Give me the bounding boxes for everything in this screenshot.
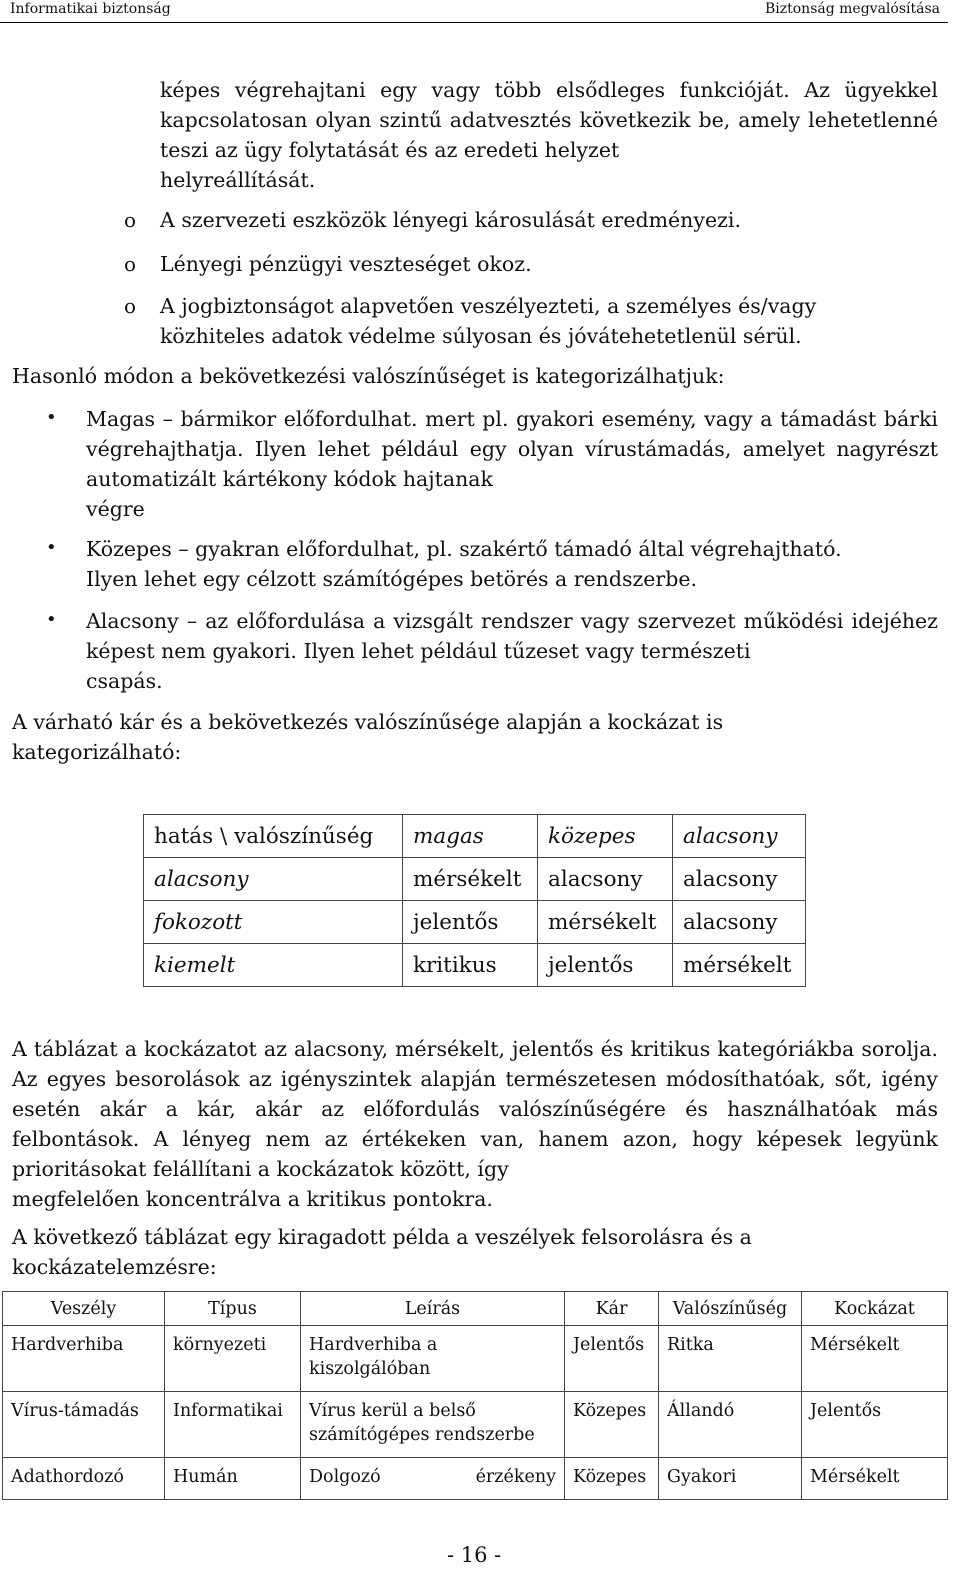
table-cell: kiemelt (144, 944, 403, 987)
column-header: Leírás (301, 1292, 565, 1326)
header-right: Biztonság megvalósítása (764, 1, 940, 17)
table-cell: alacsony (673, 901, 806, 944)
column-header: Kár (565, 1292, 659, 1326)
bullet-icon: • (46, 537, 57, 558)
continuation-paragraph: képes végrehajtani egy vagy több elsődleges funkcióját. Az ügyekkel kapcsolatosan olyan szintű adatvesztés következik be, amely lehetetlenné teszi az ügy folytatását és az eredeti helyzet helyreállítását. (160, 78, 938, 192)
risk-intro: A várható kár és a bekövetkezés valószínűsége alapján a kockázat is kategorizálható: (12, 710, 724, 764)
table-cell: Jelentős (802, 1392, 948, 1458)
table-cell: környezeti (165, 1326, 301, 1392)
risk-matrix-table (143, 814, 806, 987)
table-cell: mérsékelt (538, 901, 673, 944)
table-header-cell: alacsony (673, 815, 806, 858)
table-header-cell: magas (403, 815, 538, 858)
running-header (0, 0, 948, 23)
table-cell: jelentős (538, 944, 673, 987)
table-cell: Mérsékelt (802, 1458, 948, 1500)
table-header-row (3, 1292, 948, 1326)
table-cell: Informatikai (165, 1392, 301, 1458)
list-item: A jogbiztonságot alapvetően veszélyezteti, a személyes és/vagy közhiteles adatok védelme súlyosan és jóvátehetetlenül sérül. (160, 294, 817, 348)
table-cell: alacsony (673, 858, 806, 901)
circle-bullet: o (124, 252, 137, 276)
column-header: Kockázat (802, 1292, 948, 1326)
explanation-paragraph: A táblázat a kockázatot az alacsony, mérsékelt, jelentős és kritikus kategóriákba sorolja. Az egyes besorolások az igényszintek alapján természetesen módosíthatóak, sőt, igény esetén akár a kár, akár az előfordulás valószínűségére és használhatóak más felbontások. A lényeg nem az értékeken van, hanem azon, hogy képesek legyünk prioritásokat felállítani a kockázatok között, így megfelelően koncentrálva a kritikus pontokra. (12, 1037, 938, 1211)
bullet-icon: • (46, 407, 57, 428)
table-row (144, 815, 806, 858)
table-cell: alacsony (144, 858, 403, 901)
table-row (3, 1326, 948, 1392)
table-cell: Közepes (565, 1458, 659, 1500)
table-cell: fokozott (144, 901, 403, 944)
table-cell: mérsékelt (673, 944, 806, 987)
table-cell: Hardverhiba a kiszolgálóban (301, 1326, 565, 1392)
table-header-cell: közepes (538, 815, 673, 858)
table-cell: Közepes (565, 1392, 659, 1458)
column-header: Típus (165, 1292, 301, 1326)
table-row (3, 1392, 948, 1458)
table-cell: kritikus (403, 944, 538, 987)
bullet-icon: • (46, 609, 57, 630)
table-intro: A következő táblázat egy kiragadott példa a veszélyek felsorolásra és a kockázatelemzésre: (12, 1225, 752, 1279)
list-item: Közepes – gyakran előfordulhat, pl. szakértő támadó által végrehajtható. Ilyen lehet egy célzott számítógépes betörés a rendszerbe. (86, 537, 842, 591)
table-cell: alacsony (538, 858, 673, 901)
table-cell: Hardverhiba (3, 1326, 165, 1392)
table-cell: Dolgozó érzékeny (301, 1458, 565, 1500)
circle-bullet: o (124, 208, 137, 232)
column-header: Veszély (3, 1292, 165, 1326)
table-header-cell: hatás \ valószínűség (144, 815, 403, 858)
table-cell: mérsékelt (403, 858, 538, 901)
page-number: - 16 - (447, 1543, 502, 1567)
list-item: Lényegi pénzügyi veszteséget okoz. (160, 252, 532, 276)
list-item: Magas – bármikor előfordulhat. mert pl. gyakori esemény, vagy a támadást bárki végrehajthatja. Ilyen lehet például egy olyan vírustámadás, amelyet nagyrészt automatizált kártékony kódok hajtanak végre (86, 407, 938, 521)
table-row (144, 901, 806, 944)
threat-table (2, 1291, 948, 1500)
table-cell: Ritka (659, 1326, 802, 1392)
table-cell: Vírus-támadás (3, 1392, 165, 1458)
table-cell: Állandó (659, 1392, 802, 1458)
table-cell: Adathordozó (3, 1458, 165, 1500)
table-cell: Humán (165, 1458, 301, 1500)
list-item: Alacsony – az előfordulása a vizsgált rendszer vagy szervezet működési idejéhez képest nem gyakori. Ilyen lehet például tűzeset vagy természeti csapás. (86, 609, 938, 693)
header-left: Informatikai biztonság (10, 1, 171, 17)
likelihood-intro: Hasonló módon a bekövetkezési valószínűséget is kategorizálhatjuk: (12, 364, 725, 388)
table-cell: Vírus kerül a belső számítógépes rendszerbe (301, 1392, 565, 1458)
table-cell: jelentős (403, 901, 538, 944)
circle-bullet: o (124, 294, 137, 318)
table-row (144, 858, 806, 901)
column-header: Valószínűség (659, 1292, 802, 1326)
table-cell: Mérsékelt (802, 1326, 948, 1392)
list-item: A szervezeti eszközök lényegi károsulását eredményezi. (160, 208, 741, 232)
table-row (3, 1458, 948, 1500)
table-cell: Jelentős (565, 1326, 659, 1392)
table-row (144, 944, 806, 987)
table-cell: Gyakori (659, 1458, 802, 1500)
